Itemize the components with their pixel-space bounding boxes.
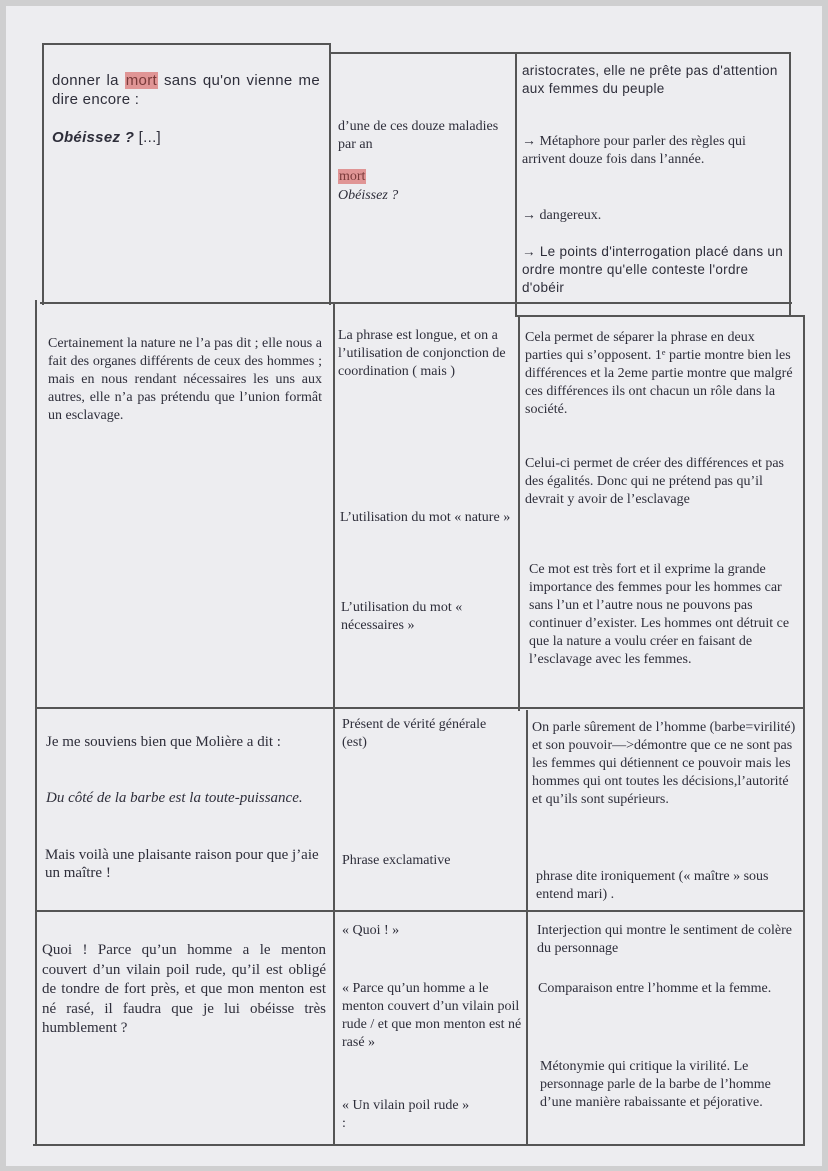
row2-analysis-p1: La phrase est longue, et on a l’utilisation de conjonction de coordination ( mais ): [338, 328, 506, 379]
column-divider-2-bottom: [526, 710, 528, 1146]
row1-quote-ellipsis: [...]: [134, 129, 162, 146]
row1-analysis-highlight: [338, 150, 508, 186]
row3-analysis-p1: Présent de vérité générale (est): [342, 717, 487, 750]
table-border-top: [44, 43, 330, 45]
row2-quote-cell: Certainement la nature ne l’a pas dit ; elle nous a fait des organes différents de ceux des hommes ; mais en nous rendant nécessaires les uns aux autres, elle n’a pas prétendu que l’union formât un esclavage.: [48, 336, 322, 423]
row4-analysis-p1: « Quoi ! »: [342, 923, 400, 938]
row1-comment-p3: → dangereux.: [522, 208, 602, 223]
table-border-right-lower: [803, 316, 805, 1146]
row2-analysis-p2: L’utilisation du mot « nature »: [340, 510, 511, 525]
row1-quote-text-before: donner la: [52, 72, 125, 89]
table-border-top-right: [330, 52, 790, 54]
row3-analysis-p2: Phrase exclamative: [342, 853, 451, 868]
table-border-left: [42, 43, 44, 305]
row2-analysis-p3: L’utilisation du mot « nécessaires »: [341, 600, 463, 633]
column-divider-2-lower: [518, 316, 520, 711]
row4-comment-p1: Interjection qui montre le sentiment de colère du personnage: [537, 923, 793, 956]
row3-quote-p1: Je me souviens bien que Molière a dit :: [46, 734, 281, 750]
row1-comment-p2: → Métaphore pour parler des règles qui arrivent douze fois dans l’année.: [522, 134, 746, 167]
row-divider-1b: [515, 315, 805, 317]
row1-quote-cell: [52, 52, 320, 147]
row3-quote-p2: Du côté de la barbe est la toute-puissance.: [46, 790, 303, 806]
row2-comment-p3: Ce mot est très fort et il exprime la grande importance des femmes pour les hommes car sans l’un et l’autre nous ne pouvons pas continuer d’exister. Les hommes ont détruit ce que la nature a voulu créer en faisant de l’esclavage avec les femmes.: [529, 562, 790, 667]
row3-quote-p3: Mais voilà une plaisante raison pour que j’aie un maître !: [45, 847, 319, 881]
row4-analysis-p3: « Un vilain poil rude » :: [342, 1098, 470, 1131]
row1-quote-text-after: sans qu'on vienne me dire encore :: [52, 72, 320, 108]
row-divider-2: [36, 707, 804, 709]
row1-analysis-cell: [338, 100, 508, 154]
table-border-left-lower: [35, 300, 37, 1146]
table-border-bottom: [33, 1144, 805, 1146]
row2-comment-p2: Celui-ci permet de créer des différences et pas des égalités. Donc qui ne prétend pas qu’il devrait y avoir de l’esclavage: [525, 456, 784, 507]
row1-quote-question: Obéissez ?: [52, 129, 135, 146]
row4-comment-p3: Métonymie qui critique la virilité. Le personnage parle de la barbe de l’homme d’une manière rabaissante et péjorative.: [540, 1059, 771, 1110]
row-divider-3: [36, 910, 804, 912]
highlighted-word-2: mort: [339, 169, 366, 184]
row1-comment-p4: → Le points d'interrogation placé dans un ordre montre qu'elle conteste l'ordre d'obéir: [522, 244, 784, 295]
row1-analysis-text: d’une de ces douze maladies par an: [338, 119, 499, 152]
row3-comment-p1: On parle sûrement de l’homme (barbe=virilité) et son pouvoir—>démontre que ce ne sont pas les femmes qui détiennent ce pouvoir mais les hommes qui ont toutes les décisions,l’autorité et qu’ils sont supérieurs.: [532, 720, 796, 807]
row4-quote-cell: Quoi ! Parce qu’un homme a le menton couvert d’un vilain poil rude, qu’il est obligé de tondre de fort près, et que mon menton est né rasé, il faudra que je lui obéisse très humblement ?: [42, 942, 326, 1036]
column-divider-2: [515, 52, 517, 317]
row4-analysis-p2: « Parce qu’un homme a le menton couvert d’un vilain poil rude / et que mon menton est né rasé »: [342, 981, 522, 1050]
highlighted-word: mort: [125, 72, 157, 89]
row1-analysis-question: Obéissez ?: [338, 188, 399, 203]
row-divider-1: [40, 302, 792, 304]
row4-comment-p2: Comparaison entre l’homme et la femme.: [538, 981, 772, 996]
column-divider-1-lower: [333, 303, 335, 1146]
row2-comment-p1: Cela permet de séparer la phrase en deux parties qui s’opposent. 1ᵉ partie montre bien les différences et la 2eme partie montre que malgré ces différences ils ont chacun un rôle dans la société.: [525, 330, 793, 417]
table-border-right: [789, 52, 791, 317]
row3-comment-p2: phrase dite ironiquement (« maître » sous entend mari) .: [536, 869, 769, 902]
row1-comment-p1: aristocrates, elle ne prête pas d'attention aux femmes du peuple: [522, 63, 778, 96]
column-divider-1: [329, 43, 331, 305]
